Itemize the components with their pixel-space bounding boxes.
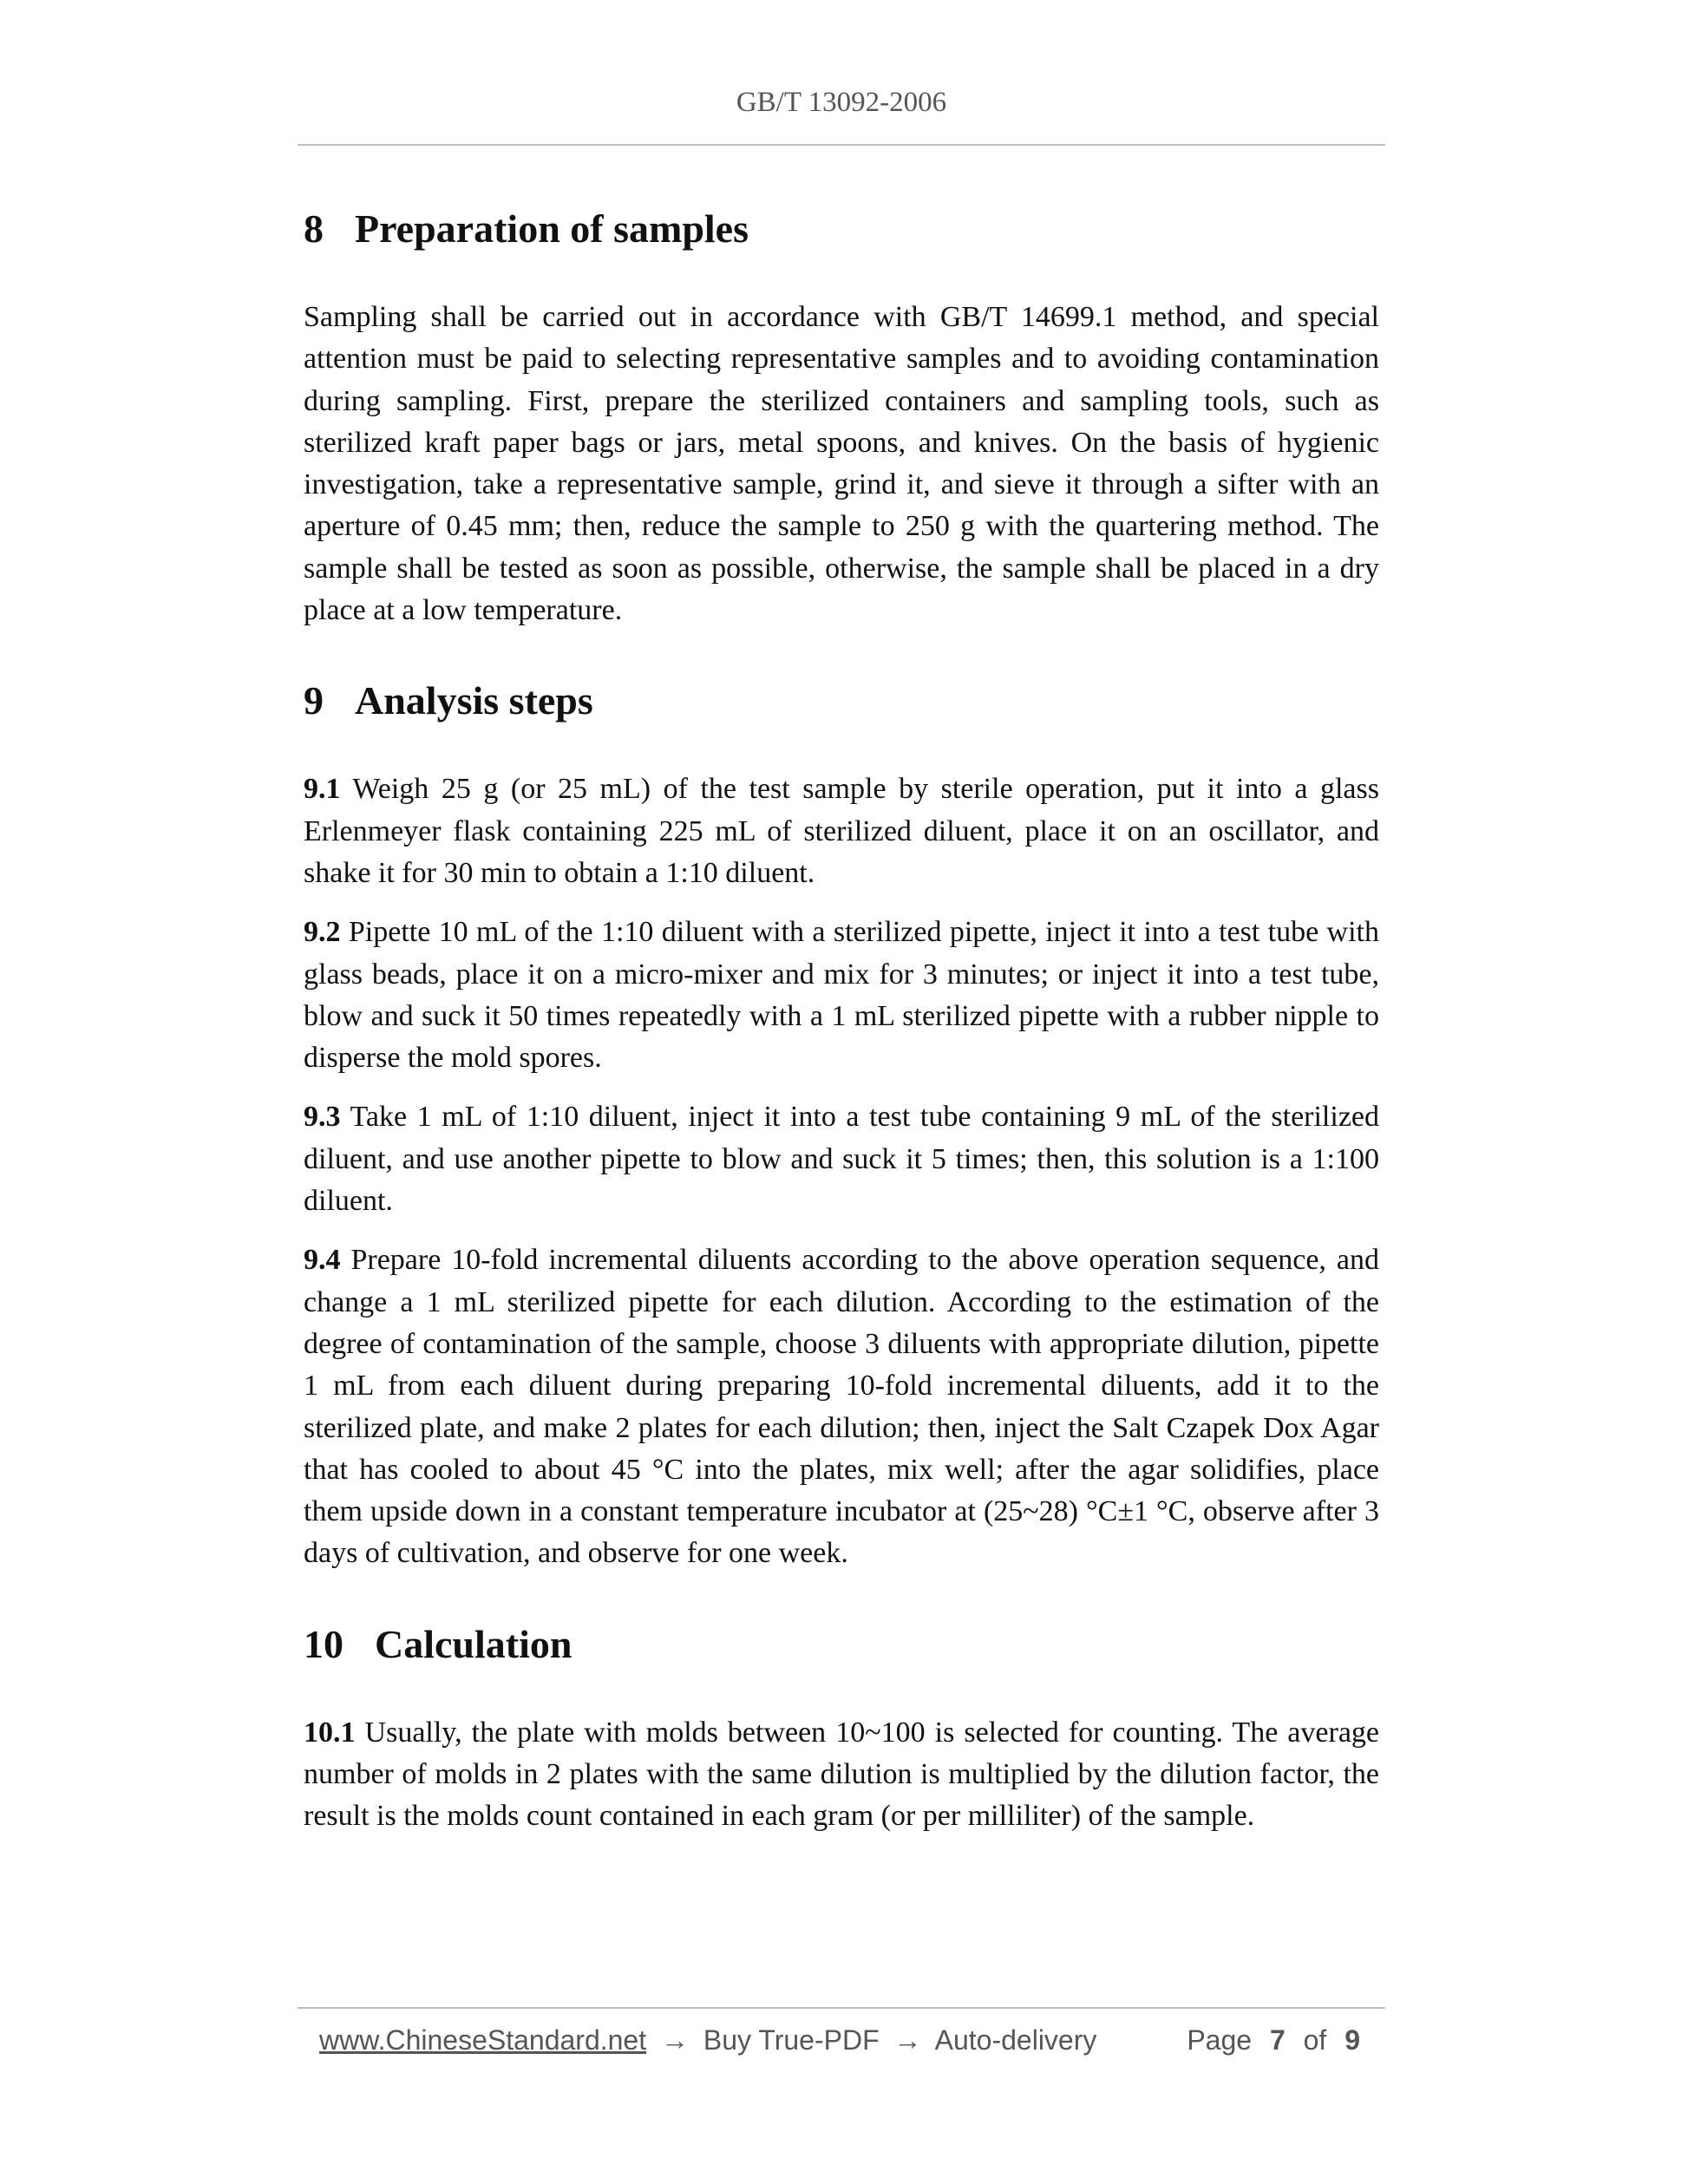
clause-text: Take 1 mL of 1:10 diluent, inject it into a test tube containing 9 mL of the sterilized diluent, and use another pipette to blow and suck it 5 times; then, this solution is a 1:100 diluent. <box>304 1101 1380 1218</box>
page-content <box>304 205 1379 1838</box>
clause-9-1 <box>304 768 1379 894</box>
total-pages: 9 <box>1345 2024 1360 2056</box>
running-header: GB/T 13092-2006 <box>736 87 947 118</box>
clause-text: Weigh 25 g (or 25 mL) of the test sample by sterile operation, put it into a glass Erlenmeyer flask containing 225 mL of sterilized diluent, place it on an oscillator, and shake it for 30 min to obtain a 1:10 diluent. <box>304 773 1379 889</box>
section-number: 9 <box>304 678 324 723</box>
clause-9-2 <box>304 912 1379 1079</box>
footer-rule <box>298 2007 1385 2009</box>
paragraph-text: Sampling shall be carried out in accordance with GB/T 14699.1 method, and special attention must be paid to selecting representative samples and to avoiding contamination during sampling. First, prepare the sterilized containers and sampling tools, such as sterilized kraft paper bags or jars, metal spoons, and knives. On the basis of hygienic investigation, take a representative sample, grind it, and sieve it through a sifter with an aperture of 0.45 mm; then, reduce the sample to 250 g with the quartering method. The sample shall be tested as soon as possible, otherwise, the sample shall be placed in a dry place at a low temperature. <box>304 301 1379 627</box>
section-title: Analysis steps <box>355 678 593 723</box>
clause-number: 9.3 <box>304 1101 341 1134</box>
section-title: Calculation <box>375 1621 572 1666</box>
clause-text: Prepare 10-fold incremental diluents according to the above operation sequence, and change a 1 mL sterilized pipette for each dilution. According to the estimation of the degree of contamination of the sample, choose 3 diluents with appropriate dilution, pipette 1 mL from each diluent during preparing 10-fold incremental diluents, add it to the sterilized plate, and make 2 plates for each dilution; then, inject the Salt Czapek Dox Agar that has cooled to about 45 °C into the plates, mix well; after the agar solidifies, place them upside down in a constant temperature incubator at (25~28) °C±1 °C, observe after 3 days of cultivation, and observe for one week. <box>304 1244 1379 1570</box>
clause-10-1 <box>304 1712 1379 1838</box>
clause-text: Pipette 10 mL of the 1:10 diluent with a sterilized pipette, inject it into a test tube with glass beads, place it on a micro-mixer and mix for 3 minutes; or inject it into a test tube, blow and suck it 50 times repeatedly with a 1 mL sterilized pipette with a rubber nipple to disperse the mold spores. <box>304 916 1379 1075</box>
clause-9-3 <box>304 1096 1379 1222</box>
section-title: Preparation of samples <box>355 206 749 251</box>
clause-number: 9.1 <box>304 773 341 806</box>
clause-number: 10.1 <box>304 1716 356 1749</box>
section-number: 8 <box>304 206 324 251</box>
header-rule <box>298 144 1385 146</box>
of-word: of <box>1303 2024 1327 2056</box>
clause-text: Usually, the plate with molds between 10~100 is selected for counting. The average number of molds in 2 plates with the same dilution is multiplied by the dilution factor, the result is the molds count contained in each gram (or per milliliter) of the sample. <box>304 1716 1379 1833</box>
page-word: Page <box>1187 2024 1253 2056</box>
site-link[interactable]: www.ChineseStandard.net <box>319 2024 647 2056</box>
current-page: 7 <box>1269 2024 1286 2056</box>
section-9-heading <box>304 677 1379 725</box>
section-8-paragraph <box>304 297 1379 631</box>
page-number <box>1187 2024 1360 2056</box>
arrow-right-icon: → <box>893 2024 922 2056</box>
buy-pdf-text: Buy True-PDF <box>703 2024 880 2056</box>
section-8-heading <box>304 205 1379 253</box>
auto-delivery-text: Auto-delivery <box>934 2024 1097 2056</box>
clause-9-4 <box>304 1239 1379 1574</box>
page-footer <box>319 2024 1360 2063</box>
clause-number: 9.2 <box>304 916 341 949</box>
arrow-right-icon: → <box>661 2024 689 2056</box>
footer-promo <box>319 2024 1096 2056</box>
section-10-heading <box>304 1620 1379 1669</box>
clause-number: 9.4 <box>304 1244 341 1277</box>
section-number: 10 <box>304 1621 343 1666</box>
